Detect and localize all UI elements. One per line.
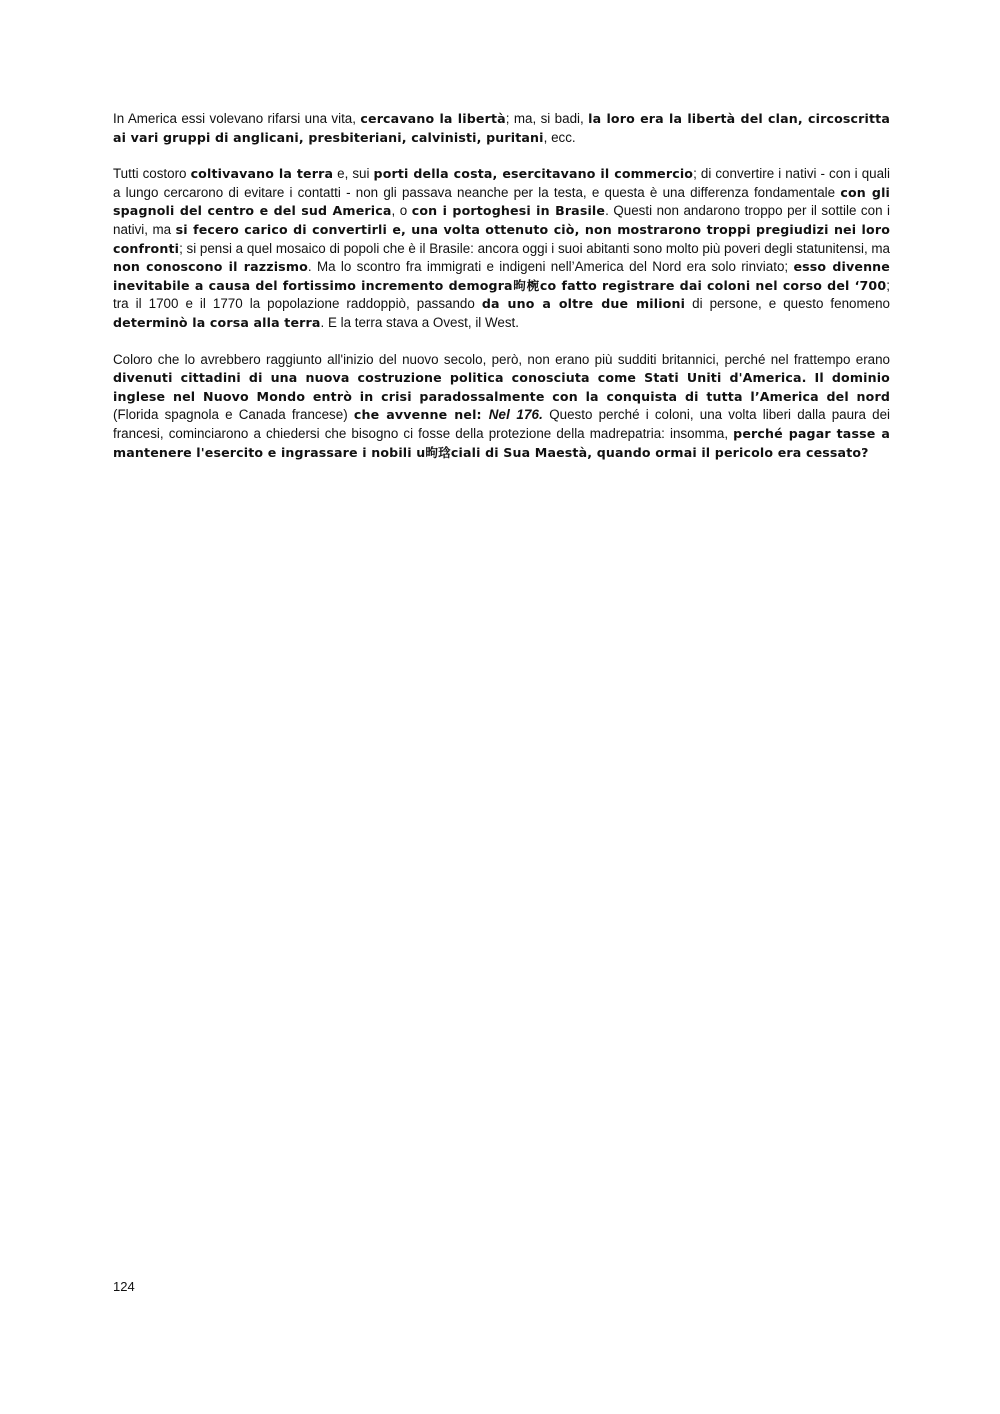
bold-text-run: coltivavano la terra xyxy=(190,166,334,182)
bold-text-run: esso divenne inevitabile a causa del fortissimo incremento demogra昫椀co fatto registrare dai coloni nel corso del ‘700 xyxy=(113,259,890,293)
bold-text-run: che avvenne nel: xyxy=(353,407,489,423)
text-run: di persone, e questo fenomeno xyxy=(685,296,890,312)
text-run: ; di convertire i nativi - con i quali a lungo cercarono di evitare i contatti - non gli passava neanche per la testa, e questa è una differenza fondamentale xyxy=(113,166,890,200)
text-run: . Questi non andarono troppo per il sottile con i nativi, ma xyxy=(113,203,891,237)
bold-text-run: con i portoghesi in Brasile xyxy=(411,203,606,219)
text-run: ; si pensi a quel mosaico di popoli che è il Brasile: ancora oggi i suoi abitanti sono molto più poveri degli statunitensi, ma xyxy=(179,240,890,256)
bold-text-run: si fecero carico di convertirli e, una volta ottenuto ciò, non mostrarono troppi pregiudizi nei loro confronti xyxy=(113,221,890,256)
bold-text-run: non conoscono il razzismo xyxy=(113,259,308,275)
text-run: ; ma, si badi, xyxy=(505,111,589,126)
text-run: Questo perché i coloni, una volta liberi dalla paura dei francesi, cominciarono a chiedersi che bisogno ci fosse della protezione della madrepatria: insomma, xyxy=(113,407,891,441)
bold-text-run: con gli spagnoli del centro e del sud America xyxy=(113,184,890,219)
bold-text-run: da uno a oltre due milioni xyxy=(481,296,686,312)
text-run: e, sui xyxy=(333,166,374,182)
text-run: Tutti costoro xyxy=(113,166,191,182)
italic-text: Nel 176. xyxy=(488,407,544,423)
paragraph-3 xyxy=(113,351,890,463)
bold-text-run: la loro era la libertà del clan, circoscritta ai vari gruppi di anglicani, presbiteriani, calvinisti, puritani xyxy=(113,111,890,145)
bold-italic-text-run xyxy=(489,407,543,422)
text-run: , ecc. xyxy=(543,129,576,145)
bold-text-run: divenuti cittadini di una nuova costruzione politica conosciuta come Stati Uniti d'America. Il dominio inglese nel Nuovo Mondo entrò in crisi paradossalmente con la conquista di tutta l’America del nord xyxy=(113,370,890,404)
bold-text-run: determinò la corsa alla terra xyxy=(113,314,321,330)
paragraph-1 xyxy=(113,110,890,147)
text-run: ; tra il 1700 e il 1770 la popolazione raddoppiò, passando xyxy=(113,277,890,312)
text-run: (Florida spagnola e Canada francese) xyxy=(113,407,354,423)
body-text xyxy=(113,110,890,480)
text-run: In America essi volevano rifarsi una vita, xyxy=(113,111,361,126)
bold-text-run: cercavano la libertà xyxy=(360,111,506,126)
bold-text-run: perché pagar tasse a mantenere l'esercito e ingrassare i nobili u昫琀ciali di Sua Maestà, quando ormai il pericolo era cessato? xyxy=(113,425,890,460)
text-run: . Ma lo scontro fra immigrati e indigeni nell’America del Nord era solo rinviato; xyxy=(307,259,794,275)
text-run: Coloro che lo avrebbero raggiunto all'inizio del nuovo secolo, però, non erano più sudditi britannici, perché nel frattempo erano xyxy=(113,351,890,367)
text-run: . E la terra stava a Ovest, il West. xyxy=(320,314,519,330)
page-number: 124 xyxy=(113,1279,135,1294)
bold-text-run: porti della costa, esercitavano il commercio xyxy=(373,166,694,182)
text-run: , o xyxy=(391,203,412,219)
paragraph-2 xyxy=(113,165,890,332)
